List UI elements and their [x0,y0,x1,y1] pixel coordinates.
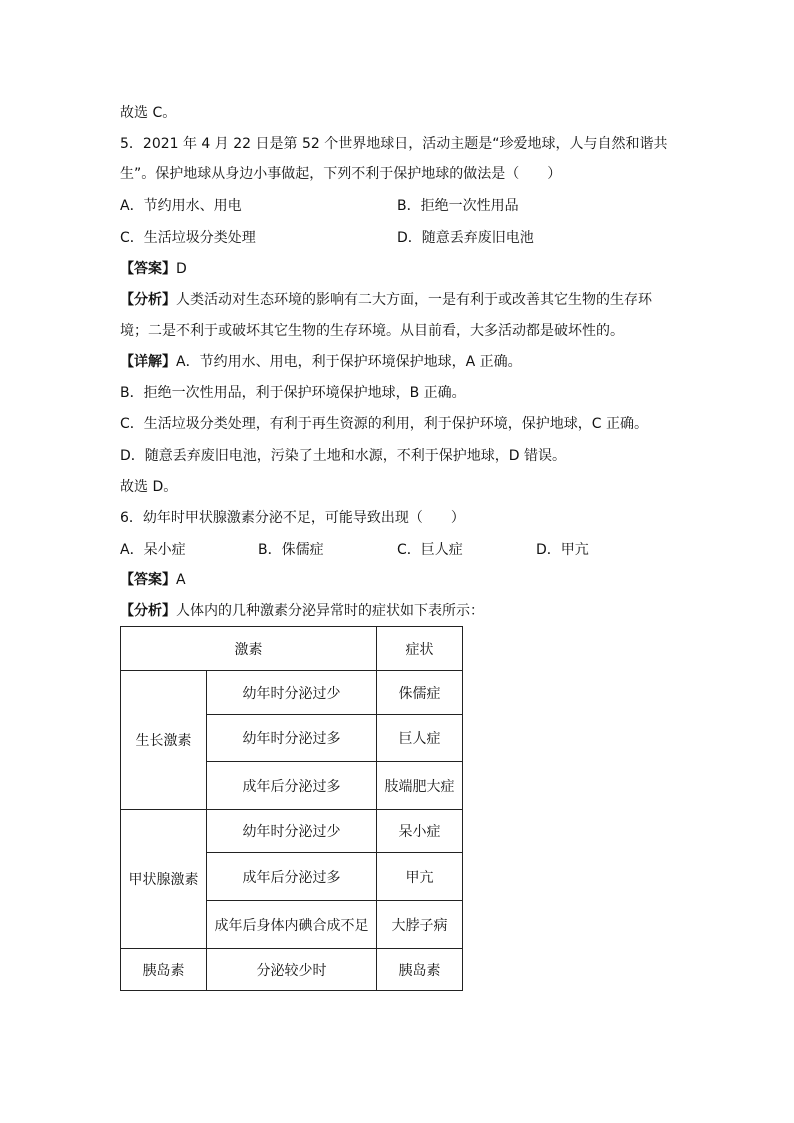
question-5-option-b: B．拒绝一次性用品 [397,198,519,214]
analysis-text: 人体内的几种激素分泌异常时的症状如下表所示： [176,603,484,619]
header-hormone: 激素 [121,627,377,671]
condition-cell: 分泌较少时 [207,949,377,991]
condition-cell: 成年后分泌过多 [207,853,377,901]
question-6-stem: 6．幼年时甲状腺激素分泌不足，可能导致出现（ ） [120,510,465,526]
question-6-answer [120,570,186,590]
answer-tag: 【答案】 [120,261,176,277]
table-row [121,671,463,715]
condition-cell: 成年后分泌过多 [207,762,377,810]
hormone-symptom-table [120,626,463,991]
condition-cell: 成年后身体内碘合成不足 [207,901,377,949]
question-5-option-d: D．随意丢弃废旧电池 [397,230,534,246]
question-5-analysis-line1 [120,290,652,310]
question-5-detail-a [120,352,522,372]
symptom-cell: 胰岛素 [377,949,463,991]
condition-cell: 幼年时分泌过少 [207,671,377,715]
question-6-option-d: D．甲亢 [536,542,589,558]
question-6-option-a: A．呆小症 [120,542,186,558]
question-6-option-c: C．巨人症 [397,542,463,558]
detail-text: A．节约用水、用电，利于保护环境保护地球，A 正确。 [176,354,522,370]
question-5-detail-c: C．生活垃圾分类处理，有利于再生资源的利用，利于保护环境，保护地球，C 正确。 [120,416,648,432]
table-header-row [121,627,463,671]
symptom-cell: 侏儒症 [377,671,463,715]
question-5-analysis-line2: 境；二是不利于或破坏其它生物的生存环境。从目前看，大多活动都是破坏性的。 [120,323,624,339]
question-5-option-c: C．生活垃圾分类处理 [120,230,256,246]
answer-value: A [176,572,186,588]
question-5-detail-b: B．拒绝一次性用品，利于保护环境保护地球，B 正确。 [120,385,466,401]
question-6-option-b: B．侏儒症 [258,542,324,558]
detail-tag: 【详解】 [120,354,176,370]
question-6-analysis [120,601,484,621]
answer-value: D [176,261,187,277]
question-5-stem-line2: 生”。保护地球从身边小事做起，下列不利于保护地球的做法是（ ） [120,166,562,182]
question-5-answer [120,259,187,279]
analysis-text: 人类活动对生态环境的影响有二大方面，一是有利于或改善其它生物的生存环 [176,292,652,308]
answer-tag: 【答案】 [120,572,176,588]
question-5-choice: 故选 D。 [120,479,178,495]
condition-cell: 幼年时分泌过多 [207,715,377,762]
question-5-detail-d: D．随意丢弃废旧电池，污染了土地和水源，不利于保护地球，D 错误。 [120,448,567,464]
analysis-tag: 【分析】 [120,603,176,619]
symptom-cell: 呆小症 [377,810,463,853]
symptom-cell: 巨人症 [377,715,463,762]
question-5-option-a: A．节约用水、用电 [120,198,242,214]
symptom-cell: 甲亢 [377,853,463,901]
hormone-name: 胰岛素 [121,949,207,991]
table-row [121,949,463,991]
table-row [121,810,463,853]
previous-question-choice: 故选 C。 [120,105,177,121]
symptom-cell: 肢端肥大症 [377,762,463,810]
question-5-stem-line1: 5．2021 年 4 月 22 日是第 52 个世界地球日，活动主题是“珍爱地球，人与自然和谐共 [120,136,668,152]
symptom-cell: 大脖子病 [377,901,463,949]
condition-cell: 幼年时分泌过少 [207,810,377,853]
hormone-name: 甲状腺激素 [121,810,207,949]
hormone-name: 生长激素 [121,671,207,810]
header-symptom: 症状 [377,627,463,671]
analysis-tag: 【分析】 [120,292,176,308]
